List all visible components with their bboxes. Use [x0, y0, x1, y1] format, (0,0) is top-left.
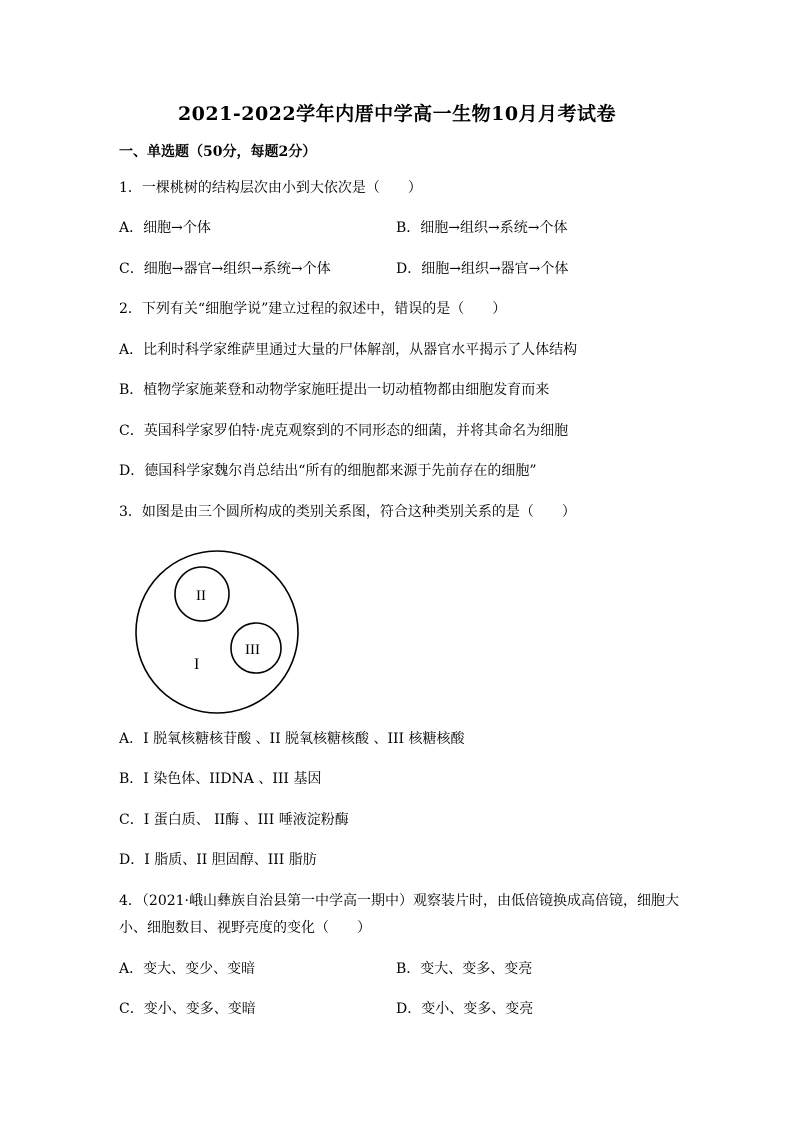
outer-circle [136, 551, 298, 713]
question-1-stem: 1．一棵桃树的结构层次由小到大依次是（ ） [119, 180, 422, 196]
question-4-stem-line1: 4．（2021·峨山彝族自治县第一中学高一期中）观察装片时，由低倍镜换成高倍镜，细胞大 [119, 893, 679, 909]
q3-option-b: B．I 染色体、IIDNA 、III 基因 [119, 771, 322, 787]
q3-option-a: A．I 脱氧核糖核苷酸 、II 脱氧核糖核酸 、III 核糖核酸 [119, 731, 465, 747]
inner-top-label: II [196, 588, 206, 604]
q1-option-c: C．细胞→器官→组织→系统→个体 [119, 261, 331, 277]
section-heading: 一、单选题（50分，每题2分） [119, 144, 317, 160]
exam-title: 2021-2022学年内厝中学高一生物10月月考试卷 [177, 103, 617, 125]
q2-option-d: D．德国科学家魏尔肖总结出“所有的细胞都来源于先前存在的细胞” [119, 463, 537, 479]
q4-option-d: D．变小、变多、变亮 [396, 1001, 534, 1017]
question-4-stem-line2: 小、细胞数目、视野亮度的变化（ ） [119, 920, 371, 936]
outer-label: I [194, 656, 200, 673]
q2-option-a: A．比利时科学家维萨里通过大量的尸体解剖，从器官水平揭示了人体结构 [119, 342, 578, 358]
q1-option-d: D．细胞→组织→器官→个体 [396, 261, 569, 277]
question-3-stem: 3．如图是由三个圆所构成的类别关系图，符合这种类别关系的是（ ） [119, 504, 576, 520]
q2-option-c: C．英国科学家罗伯特·虎克观察到的不同形态的细菌，并将其命名为细胞 [119, 423, 569, 439]
q1-option-b: B．细胞→组织→系统→个体 [396, 220, 568, 236]
inner-bottom-label: III [245, 642, 260, 658]
q3-option-c: C．I 蛋白质、 II酶 、III 唾液淀粉酶 [119, 812, 349, 828]
q3-option-d: D．I 脂质、II 胆固醇、III 脂肪 [119, 852, 317, 868]
venn-diagram [130, 545, 305, 720]
q1-option-a: A．细胞→个体 [119, 220, 211, 236]
q4-option-a: A．变大、变少、变暗 [119, 961, 256, 977]
q4-option-c: C．变小、变多、变暗 [119, 1001, 256, 1017]
q4-option-b: B．变大、变多、变亮 [396, 961, 533, 977]
question-2-stem: 2．下列有关“细胞学说”建立过程的叙述中，错误的是（ ） [119, 301, 507, 317]
q2-option-b: B．植物学家施莱登和动物学家施旺提出一切动植物都由细胞发育而来 [119, 382, 550, 398]
